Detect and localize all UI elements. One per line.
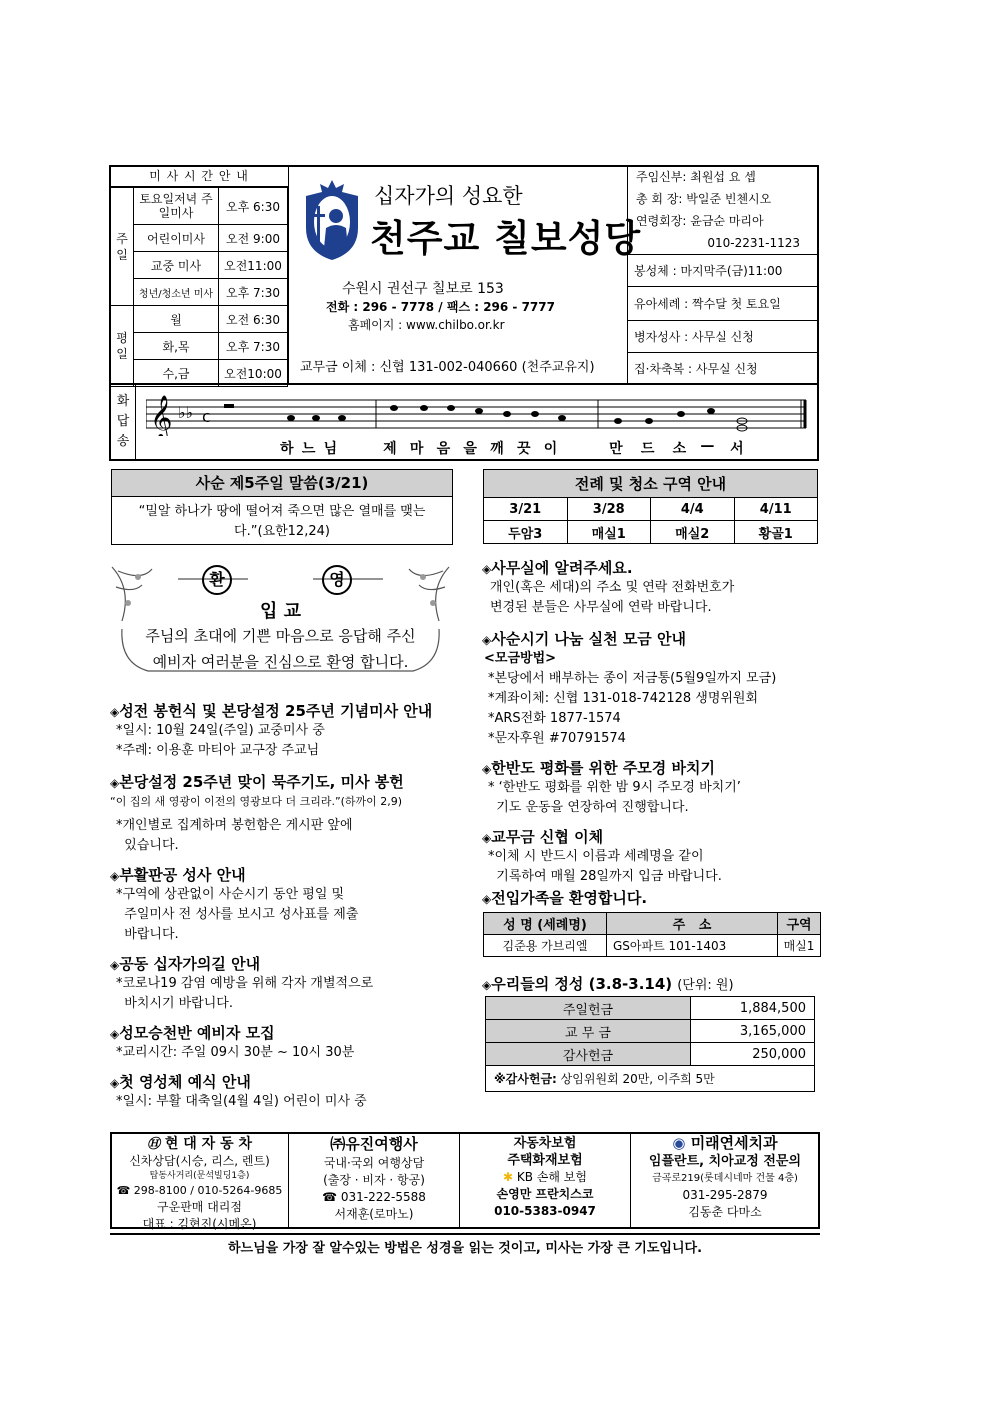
diamond-icon: ◈ xyxy=(482,892,492,906)
duty-zone: 매실1 xyxy=(567,521,651,544)
notice-line: 변경된 분들은 사무실에 연락 바랍니다. xyxy=(490,600,712,615)
left-column xyxy=(110,700,460,1112)
notice-title-text: 한반도 평화를 위한 주모경 바치기 xyxy=(491,759,715,777)
ad-line xyxy=(460,1169,630,1186)
hymn-label: 화 답 송 xyxy=(116,394,130,449)
svg-text:♭♭: ♭♭ xyxy=(178,403,194,422)
newcomer-zone: 매실1 xyxy=(778,935,821,957)
ad-dental xyxy=(631,1133,819,1228)
notice-line: *문자후원 #70791574 xyxy=(488,731,626,746)
ad-title: ㈜유진여행사 xyxy=(330,1135,418,1153)
sacrament-line: 집·차축복 : 사무실 신청 xyxy=(634,362,758,376)
notice-title-text: 본당설정 25주년 맞이 묵주기도, 미사 봉헌 xyxy=(119,773,404,791)
offering-unit: (단위: 원) xyxy=(677,978,734,993)
duty-table xyxy=(483,469,818,544)
duty-zone: 두암3 xyxy=(484,521,568,544)
lyric: 서 xyxy=(730,441,744,457)
church-title: 천주교 칠보성당 xyxy=(370,217,642,260)
notice-line: 바랍니다. xyxy=(116,927,179,942)
mass-time: 오후 7:30 xyxy=(219,279,288,306)
offering-note-text: 상임위원회 20만, 이주희 5만 xyxy=(560,1072,715,1086)
newcomer-name: 김준용 가브리엘 xyxy=(484,935,607,957)
sacrament-line: 봉성체 : 마지막주(금)11:00 xyxy=(628,255,818,287)
lyric: 소 xyxy=(672,441,687,457)
diamond-icon: ◈ xyxy=(110,958,120,972)
lyric: 음 xyxy=(436,441,451,457)
newcomers-title xyxy=(482,887,647,908)
offering-heading xyxy=(482,973,734,994)
ad-insurance xyxy=(460,1133,630,1228)
notice-line: *ARS전화 1877-1574 xyxy=(488,711,621,726)
notice-title-text: 공동 십자가의길 안내 xyxy=(119,955,261,973)
mass-time: 오전10:00 xyxy=(219,360,288,387)
notice-line: *본당에서 배부하는 종이 저금통(5월9일까지 모금) xyxy=(488,671,777,686)
notice-section xyxy=(110,700,460,761)
mass-name: 수,금 xyxy=(134,360,219,387)
diamond-icon: ◈ xyxy=(482,978,492,992)
hyundai-logo-icon: Ⓗ xyxy=(146,1137,160,1152)
notice-line: 주일미사 전 성사를 보시고 성사표를 제출 xyxy=(116,907,359,922)
divider xyxy=(288,166,289,384)
mass-name: 월 xyxy=(134,306,219,333)
ad-line: 임플란트, 치아교정 전문의 xyxy=(648,1154,802,1169)
duty-date: 3/28 xyxy=(567,498,651,521)
ad-line: (출장 · 비자 · 항공) xyxy=(323,1173,425,1187)
duty-zone: 황골1 xyxy=(734,521,818,544)
ad-line: 010-5383-0947 xyxy=(494,1204,596,1218)
dental-logo-icon: ◉ xyxy=(672,1134,686,1152)
ad-line: 대표 : 김현진(시메온) xyxy=(142,1217,257,1231)
ad-line: ☎ 031-222-5588 xyxy=(322,1190,426,1204)
hymn-lyrics xyxy=(280,438,750,458)
notice-line: *일시: 부활 대축일(4월 4일) 어린이 미사 중 xyxy=(116,1094,367,1109)
diamond-icon: ◈ xyxy=(110,869,120,883)
notice-title xyxy=(110,864,460,885)
notice-line: *교리시간: 주일 09시 30분 ~ 10시 30분 xyxy=(116,1045,355,1060)
mass-name: 화,목 xyxy=(134,333,219,360)
svg-text:c: c xyxy=(202,407,211,426)
newcomers-table xyxy=(483,912,821,957)
notice-line: *주례: 이용훈 마티아 교구장 주교님 xyxy=(116,743,320,758)
offering-label: 주일헌금 xyxy=(486,997,691,1020)
diamond-icon: ◈ xyxy=(482,762,492,776)
notice-title-text: 사무실에 알려주세요. xyxy=(491,559,633,577)
lyric: 드 xyxy=(640,441,655,457)
ad-title xyxy=(631,1135,819,1152)
welcome-title: 입 교 xyxy=(259,601,302,622)
banner-right-char: 영 xyxy=(322,565,352,595)
lyric: — xyxy=(700,438,715,454)
diamond-icon: ◈ xyxy=(110,1076,120,1090)
staff-phone: 010-2231-1123 xyxy=(707,236,800,250)
offering-amount: 1,884,500 xyxy=(691,997,815,1020)
church-account: 교무금 이체 : 신협 131-002-040660 (천주교유지) xyxy=(300,360,595,375)
notice-title-text: 교무금 신협 이체 xyxy=(491,828,604,846)
duty-title: 전례 및 청소 구역 안내 xyxy=(484,470,818,498)
ad-name: 현 대 자 동 차 xyxy=(164,1136,252,1152)
notice-title xyxy=(482,628,822,649)
diamond-icon: ◈ xyxy=(482,831,492,845)
church-address: 수원시 권선구 칠보로 153 xyxy=(342,281,504,297)
offering-table xyxy=(485,996,815,1066)
diamond-icon: ◈ xyxy=(110,776,120,790)
lyric: 하 xyxy=(280,441,294,457)
notice-section xyxy=(110,953,460,1014)
notice-title xyxy=(482,826,822,847)
notice-line: *이체 시 반드시 이름과 세례명을 같이 xyxy=(488,849,704,864)
mass-name: 교중 미사 xyxy=(134,252,219,279)
ad-line: 손영만 프란치스코 xyxy=(496,1187,594,1201)
footer-rule xyxy=(110,1233,820,1235)
mass-time: 오전 9:00 xyxy=(219,225,288,252)
notice-section xyxy=(482,757,822,818)
notice-line: 개인(혹은 세대)의 주소 및 연락 전화번호가 xyxy=(490,580,735,595)
ad-title xyxy=(111,1136,288,1153)
ad-hyundai xyxy=(111,1133,288,1231)
lyric: 이 xyxy=(543,441,558,457)
ad-line: 구운판매 대리점 xyxy=(157,1200,242,1214)
lyric: 제 xyxy=(383,441,397,457)
sacrament-line: 병자성사 : 사무실 신청 xyxy=(628,321,818,353)
diamond-icon: ◈ xyxy=(482,562,492,576)
notice-section xyxy=(110,771,460,856)
ad-line-text: KB 손해 보험 xyxy=(516,1170,587,1184)
notice-title-text: 성전 봉헌식 및 본당설정 25주년 기념미사 안내 xyxy=(119,702,433,720)
notice-title-text: 부활판공 성사 안내 xyxy=(119,866,246,884)
notice-line: *코로나19 감염 예방을 위해 각자 개별적으로 xyxy=(116,976,374,991)
notice-line: “이 집의 새 영광이 이전의 영광보다 더 크리라.”(하까이 2,9) xyxy=(110,795,403,808)
welcome-line: 주님의 초대에 기쁜 마음으로 응답해 주신 xyxy=(145,627,416,645)
notice-title-text: 사순시기 나눔 실천 모금 안내 xyxy=(491,630,687,648)
mass-schedule-header: 미 사 시 간 안 내 xyxy=(110,166,288,187)
lyric: 느 xyxy=(301,441,316,457)
notice-line: 있습니다. xyxy=(116,838,179,853)
mass-time: 오후 7:30 xyxy=(219,333,288,360)
offering-note-label: ※감사헌금: xyxy=(494,1072,557,1086)
notice-title-text: 성모승천반 예비자 모집 xyxy=(119,1024,275,1042)
lyric: 을 xyxy=(463,441,477,457)
diamond-icon: ◈ xyxy=(110,705,120,719)
notice-title xyxy=(110,1071,460,1092)
notice-section xyxy=(482,826,822,887)
staff-line: 주임신부: 최원섭 요 셉 xyxy=(636,170,756,184)
diamond-icon: ◈ xyxy=(482,633,492,647)
duty-date: 3/21 xyxy=(484,498,568,521)
sunday-label: 주 일 xyxy=(111,188,134,306)
newcomers-header: 구역 xyxy=(778,913,821,935)
mass-table xyxy=(110,187,288,387)
staff-line: 총 회 장: 박일준 빈첸시오 xyxy=(636,192,772,206)
word-box xyxy=(111,469,453,545)
banner-left-char: 환 xyxy=(202,565,232,595)
ad-name: 미래연세치과 xyxy=(690,1134,778,1152)
notice-title xyxy=(110,771,460,792)
offering-note xyxy=(486,1066,814,1087)
ad-line: 금곡로219(롯데시네마 건물 4층) xyxy=(652,1173,798,1184)
word-text: “밀알 하나가 땅에 떨어져 죽으면 많은 열매를 맺는다.”(요한12,24) xyxy=(138,504,426,539)
offering-label: 교 무 금 xyxy=(486,1020,691,1043)
kb-star-icon: ✱ xyxy=(503,1170,514,1184)
music-staff xyxy=(146,392,812,436)
mass-time: 오전11:00 xyxy=(219,252,288,279)
offering-box xyxy=(485,996,815,1092)
svg-text:𝄞: 𝄞 xyxy=(150,395,173,436)
offering-amount: 3,165,000 xyxy=(691,1020,815,1043)
notice-title xyxy=(482,557,822,578)
church-phone: 전화 : 296 - 7778 / 팩스 : 296 - 7777 xyxy=(326,300,555,314)
welcome-line: 예비자 여러분을 진심으로 환영 합니다. xyxy=(152,653,409,671)
notice-line: *구역에 상관없이 사순시기 동안 평일 및 xyxy=(116,887,345,902)
ad-line: 국내·국외 여행상담 xyxy=(323,1156,425,1170)
footer-text: 하느님을 가장 잘 알수있는 방법은 성경을 읽는 것이고, 미사는 가장 큰 기도입니다. xyxy=(227,1241,703,1256)
ad-line: 서재훈(로마노) xyxy=(334,1207,414,1221)
weekday-label: 평 일 xyxy=(111,306,134,387)
diamond-icon: ◈ xyxy=(110,1027,120,1041)
notice-line: <모금방법> xyxy=(484,651,557,666)
church-subtitle: 십자가의 성요한 xyxy=(374,184,523,208)
duty-date: 4/4 xyxy=(651,498,735,521)
ad-travel xyxy=(289,1133,459,1228)
mass-time: 오후 6:30 xyxy=(219,188,288,225)
notice-line: *개인별로 집계하며 봉헌함은 게시판 앞에 xyxy=(116,818,353,833)
divider xyxy=(135,385,136,460)
ad-line: 신차상담(시승, 리스, 렌트) xyxy=(129,1154,270,1168)
offering-amount: 250,000 xyxy=(691,1043,815,1066)
notice-section xyxy=(110,1022,460,1063)
mass-name: 토요일저녁 주일미사 xyxy=(134,188,219,225)
notice-title-text: 첫 영성체 예식 안내 xyxy=(119,1073,251,1091)
notice-line: 바치시기 바랍니다. xyxy=(116,996,233,1011)
lyric: 마 xyxy=(409,441,424,457)
duty-zone: 매실2 xyxy=(651,521,735,544)
word-title: 사순 제5주일 말씀(3/21) xyxy=(112,470,452,497)
right-column xyxy=(482,557,822,895)
church-homepage: 홈페이지 : www.chilbo.or.kr xyxy=(348,318,505,332)
newcomers-header: 성 명 (세례명) xyxy=(484,913,607,935)
mass-schedule xyxy=(110,166,288,387)
notice-line: * ‘한반도 평화를 위한 밤 9시 주모경 바치기’ xyxy=(488,780,741,795)
ad-line: ☎ 298-8100 / 010-5264-9685 xyxy=(116,1184,283,1197)
lyric: 깨 xyxy=(490,441,504,457)
lyric: 끗 xyxy=(516,441,531,457)
offering-title xyxy=(482,975,672,993)
offering-label: 감사헌금 xyxy=(486,1043,691,1066)
lyric: 만 xyxy=(609,441,623,457)
sacrament-line: 유아세례 : 짝수달 첫 토요일 xyxy=(628,287,818,321)
ad-line: 031-295-2879 xyxy=(682,1188,768,1202)
mass-name: 청년/청소년 미사 xyxy=(134,279,219,306)
newcomers-header: 주 소 xyxy=(607,913,778,935)
ad-title: 자동차보험 xyxy=(513,1136,577,1151)
newcomer-address: GS아파트 101-1403 xyxy=(607,935,778,957)
notice-line: 기도 운동을 연장하여 진행합니다. xyxy=(488,800,689,815)
notice-line: *계좌이체: 신협 131-018-742128 생명위원회 xyxy=(488,691,759,706)
notice-section xyxy=(482,557,822,618)
ad-line: 탑동사거리(문석빌딩1층) xyxy=(149,1171,250,1181)
notice-section xyxy=(482,628,822,749)
notice-title xyxy=(482,757,822,778)
notice-line: 기록하여 매월 28일까지 입금 바랍니다. xyxy=(488,869,722,884)
notice-title xyxy=(110,1022,460,1043)
notice-title xyxy=(110,700,460,721)
ad-line: 주택화재보험 xyxy=(507,1153,583,1168)
notice-line: *일시: 10월 24일(주일) 교중미사 중 xyxy=(116,723,325,738)
welcome-banner xyxy=(108,563,453,685)
ad-line: 김동춘 다마소 xyxy=(688,1205,762,1219)
lyric: 님 xyxy=(323,441,338,457)
offering-title-text: 우리들의 정성 (3.8-3.14) xyxy=(491,975,673,993)
church-logo xyxy=(300,178,364,262)
duty-date: 4/11 xyxy=(734,498,818,521)
mass-name: 어린이미사 xyxy=(134,225,219,252)
mass-time: 오전 6:30 xyxy=(219,306,288,333)
newcomers-title-text: 전입가족을 환영합니다. xyxy=(491,889,648,907)
staff-info xyxy=(628,166,818,384)
notice-section xyxy=(110,1071,460,1112)
sacrament-table xyxy=(628,254,818,384)
notice-title xyxy=(110,953,460,974)
staff-line: 연령회장: 윤금순 마리아 xyxy=(636,214,764,228)
notice-section xyxy=(110,864,460,945)
